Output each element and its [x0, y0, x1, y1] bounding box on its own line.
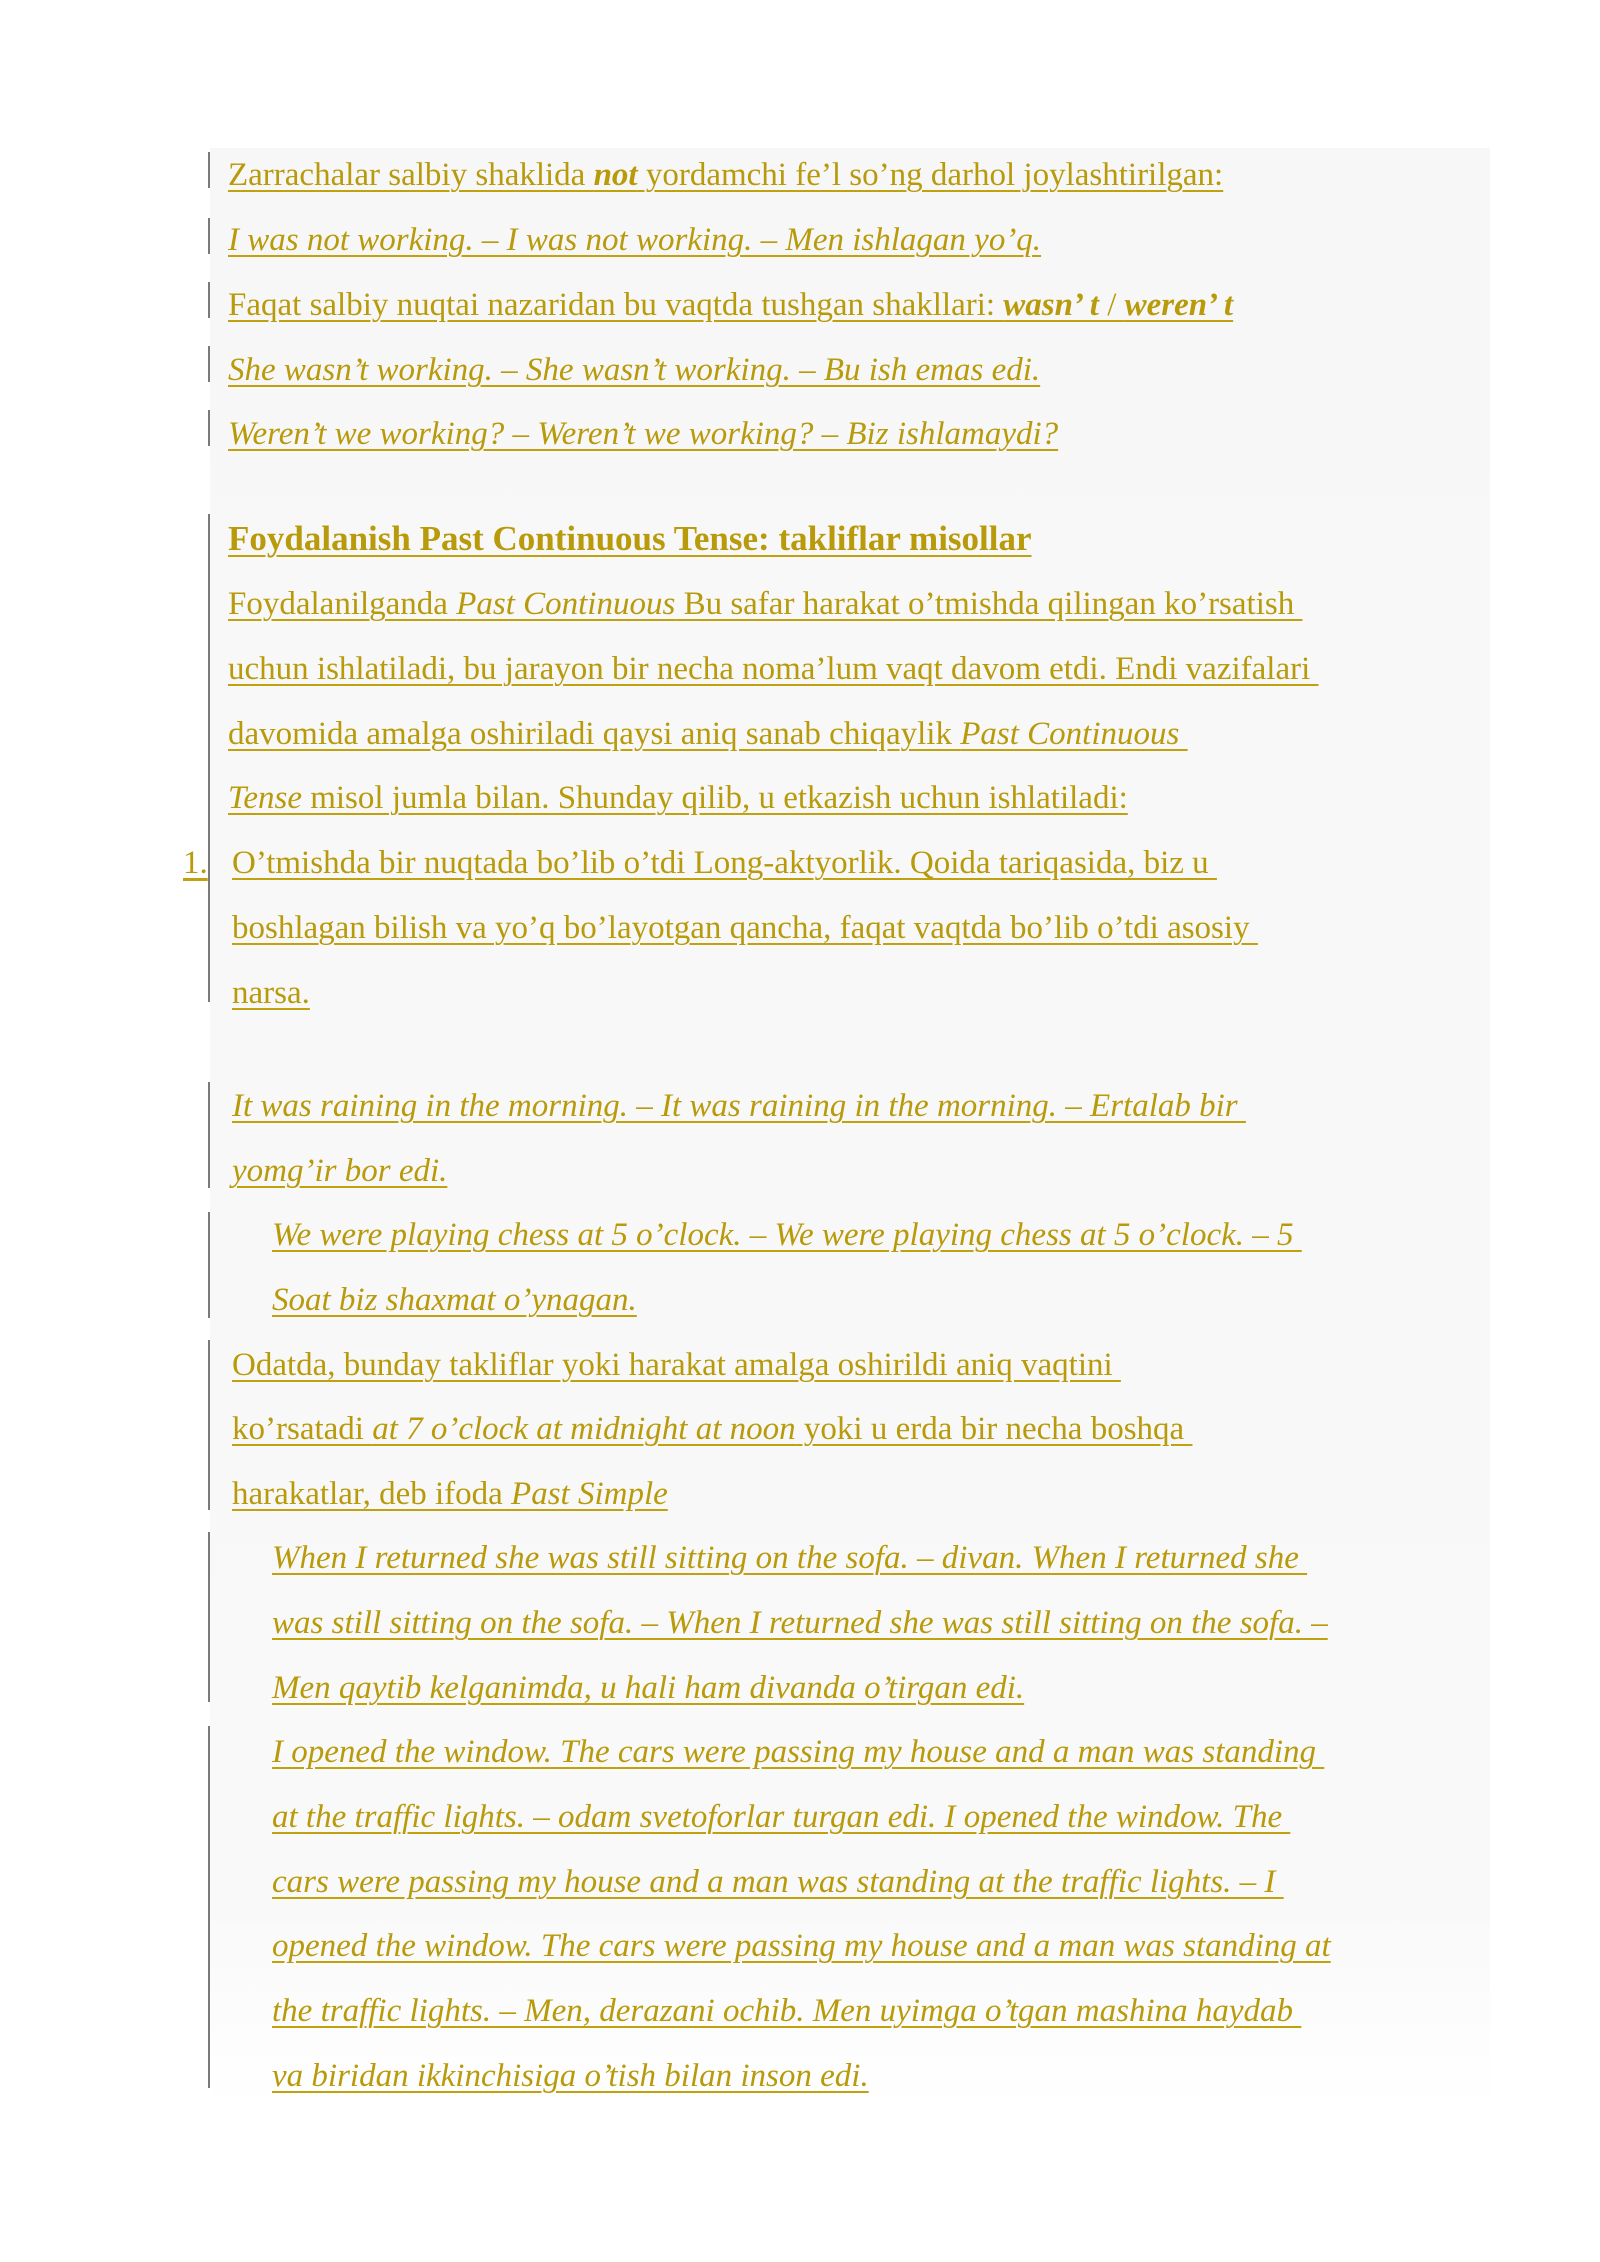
- example-line: the traffic lights. – Men, derazani ochib. Men uyimga o’tgan mashina haydab: [272, 1993, 1302, 2029]
- change-bar: [208, 1726, 210, 2088]
- example-line: Soat biz shaxmat o’ynagan.: [272, 1282, 637, 1318]
- change-bar: [208, 346, 210, 382]
- example-line: She wasn’t working. – She wasn’t working. – Bu ish emas edi.: [228, 352, 1041, 388]
- text-line: Faqat salbiy nuqtai nazaridan bu vaqtda tushgan shakllari: wasn’ t / weren’ t: [228, 287, 1234, 323]
- example-line: at the traffic lights. – odam svetoforlar turgan edi. I opened the window. The: [272, 1799, 1291, 1835]
- list-item-line: O’tmishda bir nuqtada bo’lib o’tdi Long-aktyorlik. Qoida tariqasida, biz u: [232, 845, 1217, 881]
- example-line: opened the window. The cars were passing my house and a man was standing at: [272, 1928, 1331, 1964]
- example-line: Weren’t we working? – Weren’t we working? – Biz ishlamaydi?: [228, 416, 1059, 452]
- example-line: yomg’ir bor edi.: [232, 1153, 448, 1189]
- example-line: I opened the window. The cars were passing my house and a man was standing: [272, 1734, 1325, 1770]
- change-bar: [208, 1082, 210, 1188]
- text-line: Zarrachalar salbiy shaklida not yordamchi fe’l so’ng darhol joylashtirilgan:: [228, 157, 1224, 193]
- change-bar: [208, 1532, 210, 1702]
- example-line: We were playing chess at 5 o’clock. – We were playing chess at 5 o’clock. – 5: [272, 1217, 1302, 1253]
- list-item-line: narsa.: [232, 975, 310, 1011]
- change-bar: [208, 218, 210, 254]
- example-line: Men qaytib kelganimda, u hali ham divanda o’tirgan edi.: [272, 1670, 1025, 1706]
- change-bar: [208, 282, 210, 318]
- change-bar: [208, 410, 210, 446]
- list-number: 1.: [183, 845, 208, 881]
- change-bar: [208, 1212, 210, 1318]
- example-line: va biridan ikkinchisiga o’tish bilan inson edi.: [272, 2058, 869, 2094]
- change-bar: [208, 514, 210, 1002]
- text-line: Tense misol jumla bilan. Shunday qilib, u etkazish uchun ishlatiladi:: [228, 780, 1128, 816]
- change-bar: [208, 152, 210, 188]
- text-line: davomida amalga oshiriladi qaysi aniq sanab chiqaylik Past Continuous: [228, 716, 1188, 752]
- example-line: It was raining in the morning. – It was raining in the morning. – Ertalab bir: [232, 1088, 1246, 1124]
- text-line: uchun ishlatiladi, bu jarayon bir necha noma’lum vaqt davom etdi. Endi vazifalari: [228, 651, 1319, 687]
- example-line: was still sitting on the sofa. – When I returned she was still sitting on the sofa. –: [272, 1605, 1328, 1641]
- change-bar: [208, 1340, 210, 1510]
- text-line: Foydalanilganda Past Continuous Bu safar harakat o’tmishda qilingan ko’rsatish: [228, 586, 1303, 622]
- example-line: When I returned she was still sitting on the sofa. – divan. When I returned she: [272, 1540, 1308, 1576]
- text-line: Odatda, bunday takliflar yoki harakat amalga oshirildi aniq vaqtini: [232, 1347, 1121, 1383]
- example-line: cars were passing my house and a man was standing at the traffic lights. – I: [272, 1864, 1284, 1900]
- text-line: ko’rsatadi at 7 o’clock at midnight at noon yoki u erda bir necha boshqa: [232, 1411, 1193, 1447]
- example-line: I was not working. – I was not working. – Men ishlagan yo’q.: [228, 222, 1042, 258]
- list-item-line: boshlagan bilish va yo’q bo’layotgan qancha, faqat vaqtda bo’lib o’tdi asosiy: [232, 910, 1258, 946]
- text-line: harakatlar, deb ifoda Past Simple: [232, 1476, 668, 1512]
- section-heading: Foydalanish Past Continuous Tense: takliflar misollar: [228, 519, 1032, 558]
